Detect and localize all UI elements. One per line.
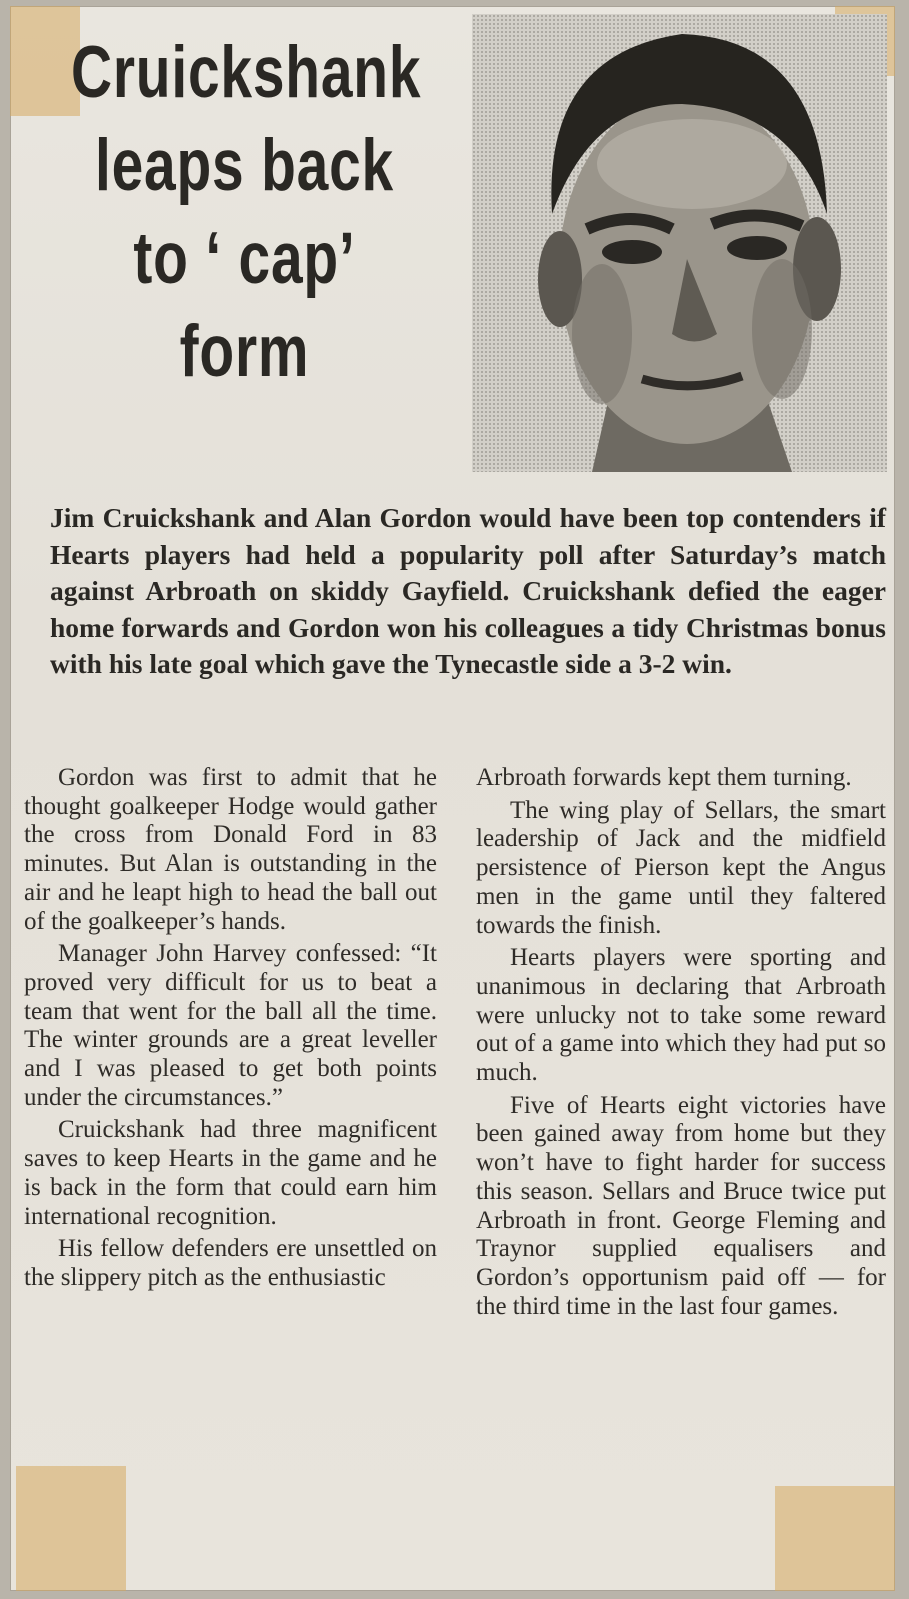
article-column-right <box>476 764 886 1325</box>
article-column-left <box>24 764 437 1297</box>
tape-stain-bottom-left <box>16 1466 126 1591</box>
article-lede: Jim Cruickshank and Alan Gordon would have been top contenders if Hearts players had held a popularity poll after Saturday’s match against Arbroath on skiddy Gayfield. Cruickshank defied the eager home forwards and Gordon won his colleagues a tidy Christmas bonus with his late goal which gave the Tynecastle side a 3-2 win. <box>50 502 886 679</box>
portrait-illustration <box>472 14 887 472</box>
headline-line: form <box>179 311 310 392</box>
tape-stain-top-left <box>10 6 80 116</box>
paragraph: Manager John Harvey confessed: “It proved very difficult for us to beat a team that went for the ball all the time. The winter grounds are a great leveller and I was pleased to get both points under the circumstances.” <box>24 940 437 1111</box>
paragraph: Gordon was first to admit that he thought goalkeeper Hodge would gather the cross from Donald Ford in 83 minutes. But Alan is outstanding in the air and he leapt high to head the ball out of the goalkeeper’s hands. <box>24 764 437 935</box>
headline-line: to ‘ cap’ <box>133 218 356 299</box>
headline <box>70 26 422 398</box>
tape-stain-bottom-right <box>775 1486 895 1591</box>
paragraph: His fellow defenders ere unsettled on the slippery pitch as the enthusiastic <box>24 1235 437 1291</box>
headline-line: Cruickshank <box>70 32 422 113</box>
paragraph: Cruickshank had three magnificent saves to keep Hearts in the game and he is back in the form that could earn him international recognition. <box>24 1116 437 1230</box>
player-portrait-photo <box>472 14 887 472</box>
paragraph-continued: Arbroath forwards kept them turning. <box>476 764 852 791</box>
paragraph: Hearts players were sporting and unanimous in declaring that Arbroath were unlucky not to take some reward out of a game into which they had put so much. <box>476 944 886 1087</box>
newspaper-clipping <box>10 6 895 1591</box>
paragraph: The wing play of Sellars, the smart leadership of Jack and the midfield persistence of Pierson kept the Angus men in the game until they faltered towards the finish. <box>476 796 886 939</box>
headline-line: leaps back <box>94 125 395 206</box>
paragraph: Five of Hearts eight victories have been gained away from home but they won’t have to fight harder for success this season. Sellars and Bruce twice put Arbroath in front. George Fleming and Traynor supplied equalisers and Gordon’s opportunism paid off — for the third time in the last four games. <box>476 1091 886 1320</box>
